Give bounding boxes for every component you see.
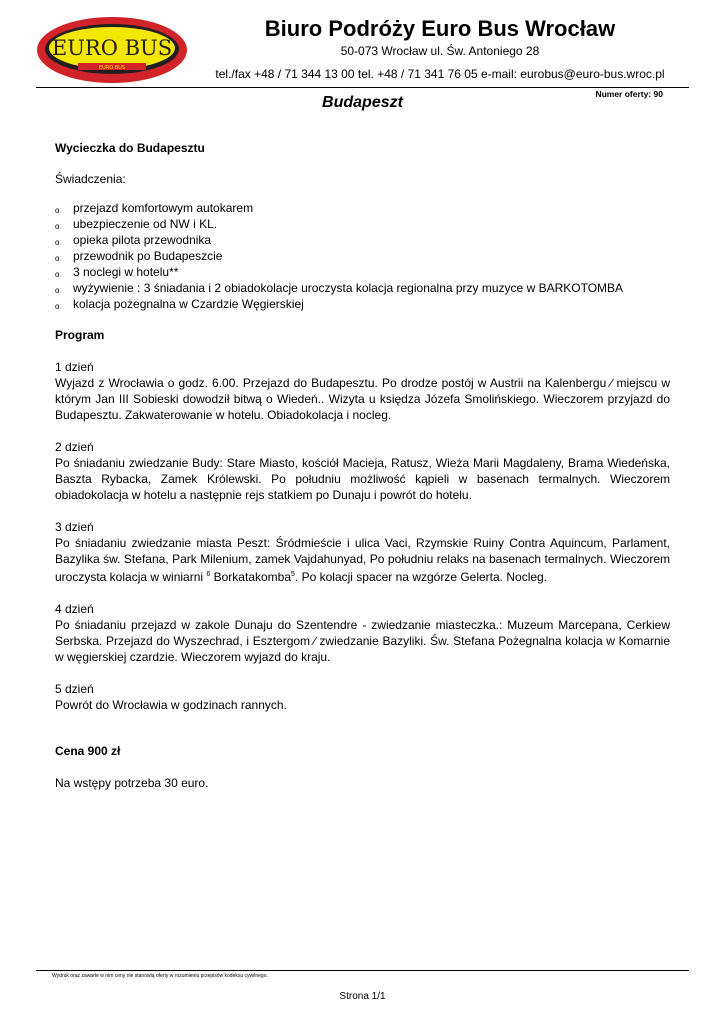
benefit-item: o ubezpieczenie od NW i KL.	[55, 216, 670, 232]
day-description: Powrót do Wrocławia w godzinach rannych.	[55, 698, 287, 712]
benefit-item: o przejazd komfortowym autokarem	[55, 200, 670, 216]
footnote-mark: 6	[206, 571, 211, 578]
day-description: Po śniadaniu zwiedzanie miasta Peszt: Śródmieście i ulica Vaci, Rzymskie Ruiny Contra Aquincum, Parlament, Bazylika św. Stefana, Park Milenium, zamek Vajdahunyad, Po południu relaks na basenach termalnych. Wieczorem uroczysta kolacja w winiarni $^6$ Borkatakomba$^5$. Po kolacji spacer na wzgórze Gelerta. Nocleg.	[55, 536, 670, 584]
benefits-label: Świadczenia:	[55, 172, 126, 186]
benefit-item: o opieka pilota przewodnika	[55, 232, 670, 248]
program-day-3	[55, 519, 670, 585]
page-number: Strona 1/1	[339, 991, 386, 1002]
company-address: 50-073 Wrocław ul. Św. Antoniego 28	[340, 44, 540, 58]
logo-subtext: EURO BUS	[98, 65, 126, 71]
bullet-icon: o	[55, 238, 60, 247]
benefit-item: o wyżywienie : 3 śniadania i 2 obiadokolacje uroczysta kolacja regionalna przy muzyce w BARKOTOMBA	[55, 280, 670, 296]
header-rule	[36, 87, 689, 88]
day-label: 2 dzień	[55, 440, 94, 454]
bullet-icon: o	[55, 222, 60, 231]
benefits-list	[55, 200, 670, 312]
offer-content	[55, 140, 670, 791]
program-day-1	[55, 359, 670, 423]
program-day-2	[55, 439, 670, 503]
footer-rule	[36, 970, 689, 971]
bullet-icon: o	[55, 206, 60, 215]
offer-number: Numer oferty: 90	[595, 89, 663, 99]
day-description: Wyjazd z Wrocławia o godz. 6.00. Przejazd do Budapesztu. Po drodze postój w Austrii na Kalenbergu ∕ miejscu w którym Jan III Sobieski dowodził bitwą o Wiedeń.. Wizyta u księdza Józefa Smolińskiego. Wieczorem przyjazd do Budapesztu. Zakwaterowanie w hotelu. Obiadokolacja i nocleg.	[55, 376, 670, 422]
day-label: 3 dzień	[55, 520, 94, 534]
euro-bus-logo	[36, 16, 188, 84]
program-day-5	[55, 681, 670, 713]
offer-price: Cena 900 zł	[55, 744, 121, 758]
trip-title: Wycieczka do Budapesztu	[55, 141, 205, 155]
bullet-icon: o	[55, 254, 60, 263]
company-contact: tel./fax +48 / 71 344 13 00 tel. +48 / 71 341 76 05 e-mail: eurobus@euro-bus.wroc.pl	[215, 67, 665, 81]
benefit-item: o kolacja pożegnalna w Czardzie Węgierskiej	[55, 296, 670, 312]
company-name: Biuro Podróży Euro Bus Wrocław	[264, 16, 616, 41]
entry-fee-note: Na wstępy potrzeba 30 euro.	[55, 776, 209, 790]
program-day-4	[55, 601, 670, 665]
footnote-mark: 5	[291, 571, 295, 578]
benefit-item: o 3 noclegi w hotelu**	[55, 264, 670, 280]
bullet-icon: o	[55, 286, 60, 295]
bullet-icon: o	[55, 302, 60, 311]
day-description: Po śniadaniu zwiedzanie Budy: Stare Miasto, kościół Macieja, Ratusz, Wieża Marii Magdaleny, Brama Wiedeńska, Baszta Rybacka, Zamek Królewski. Po południu możliwość kąpieli w basenach termalnych. Wieczorem obiadokolacja w hotelu a następnie rejs statkiem po Dunaju i powrót do hotelu.	[55, 456, 670, 502]
benefit-item: o przewodnik po Budapeszcie	[55, 248, 670, 264]
offer-destination: Budapeszt	[322, 94, 403, 111]
day-label: 1 dzień	[55, 360, 94, 374]
logo-text: EURO BUS	[51, 36, 173, 60]
day-label: 5 dzień	[55, 682, 94, 696]
program-title: Program	[55, 328, 105, 342]
footer-disclaimer: Wydruk oraz zawarte w nim ceny nie stanowią oferty w rozumieniu przepisów kodeksu cywilnego.	[52, 973, 268, 979]
day-label: 4 dzień	[55, 602, 94, 616]
bullet-icon: o	[55, 270, 60, 279]
day-description: Po śniadaniu przejazd w zakole Dunaju do Szentendre - zwiedzanie miasteczka.: Muzeum Marcepana, Cerkiew Serbska. Przejazd do Wyszechrad, i Esztergom ∕ zwiedzanie Bazyliki. Św. Stefana Pożegnalna kolacja w Komarnie w węgierskiej czardzie. Wieczorem wyjazd do kraju.	[55, 618, 670, 664]
